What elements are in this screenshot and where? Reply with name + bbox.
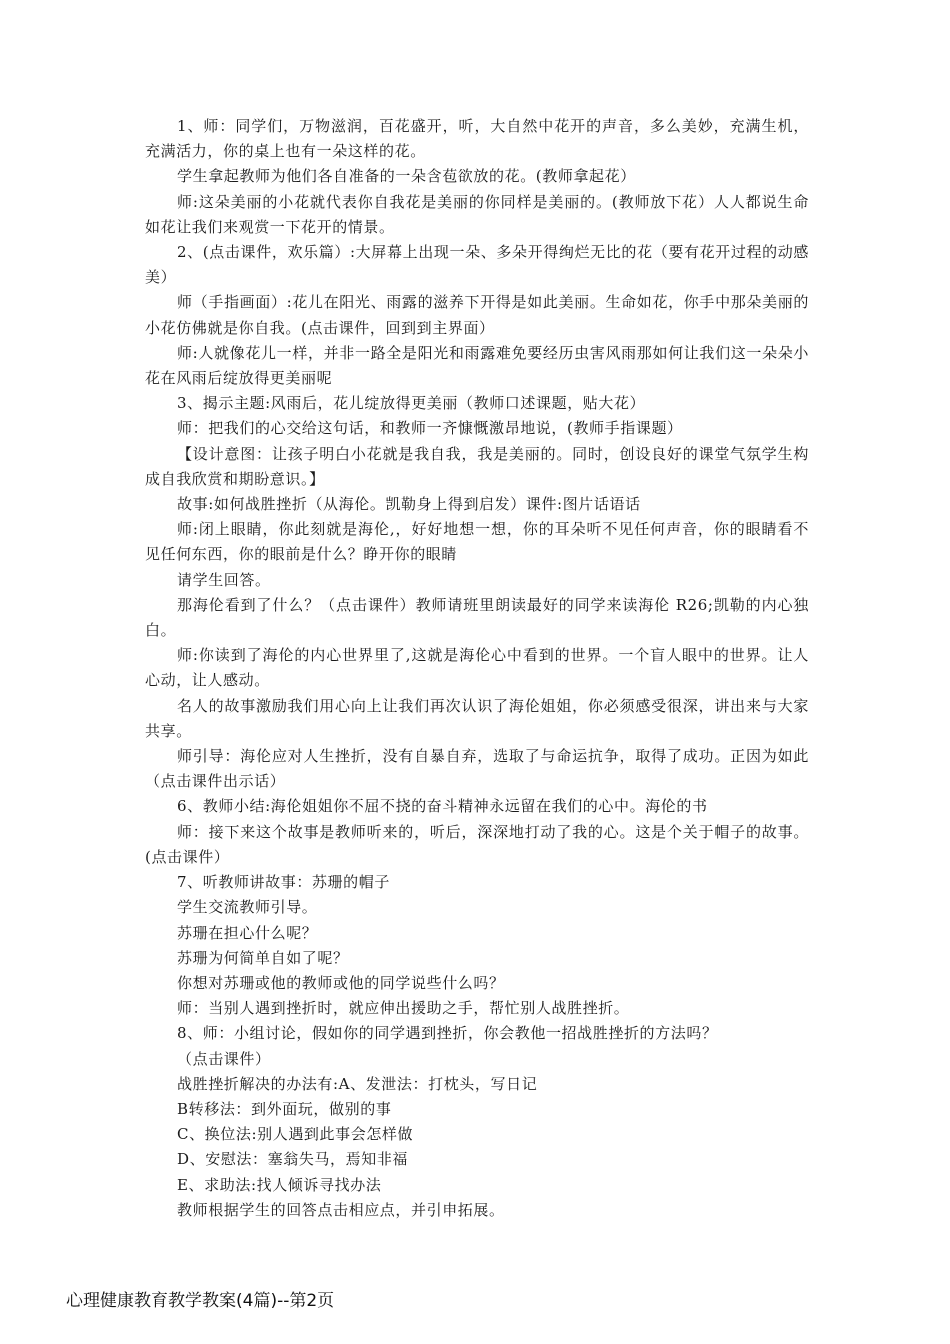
- paragraph: 8、师：小组讨论，假如你的同学遇到挫折，你会教他一招战胜挫折的方法吗？: [177, 1024, 718, 1043]
- paragraph: 师：当别人遇到挫折时，就应伸出援助之手，帮忙别人战胜挫折。: [177, 999, 630, 1018]
- paragraph: 师:你读到了海伦的内心世界里了,这就是海伦心中看到的世界。一个盲人眼中的世界。让人心动，让人感动。: [145, 646, 809, 690]
- paragraph: 6、教师小结:海伦姐姐你不屈不挠的奋斗精神永远留在我们的心中。海伦的书: [177, 797, 708, 816]
- paragraph: 1、师：同学们，万物滋润，百花盛开，听，大自然中花开的声音，多么美妙，充满生机，充满活力，你的桌上也有一朵这样的花。: [145, 117, 809, 161]
- paragraph: 7、听教师讲故事：苏珊的帽子: [177, 873, 390, 892]
- method-item: D、安慰法：塞翁失马，焉知非福: [177, 1150, 409, 1169]
- paragraph: 教师根据学生的回答点击相应点，并引申拓展。: [177, 1200, 505, 1219]
- method-item: E、求助法:找人倾诉寻找办法: [177, 1175, 382, 1194]
- document-body: [145, 114, 809, 1223]
- paragraph: （点击课件）: [177, 1049, 271, 1068]
- paragraph: 师：接下来这个故事是教师听来的，听后，深深地打动了我的心。这是个关于帽子的故事。(点击课件）: [145, 822, 809, 866]
- page-footer: 心理健康教育教学教案(4篇)--第2页: [66, 1291, 335, 1311]
- paragraph: 学生拿起教师为他们各自准备的一朵含苞欲放的花。(教师拿起花）: [177, 167, 636, 186]
- paragraph: 师:闭上眼睛，你此刻就是海伦,，好好地想一想，你的耳朵听不见任何声音，你的眼睛看不见任何东西，你的眼前是什么？睁开你的眼睛: [145, 520, 809, 564]
- paragraph: 名人的故事激励我们用心向上让我们再次认识了海伦姐姐，你必须感受很深，讲出来与大家共享。: [145, 696, 809, 740]
- design-intent-note: 【设计意图：让孩子明白小花就是我自我，我是美丽的。同时，创设良好的课堂气氛学生构成自我欣赏和期盼意识。】: [145, 444, 809, 488]
- method-item: C、换位法:别人遇到此事会怎样做: [177, 1125, 414, 1144]
- paragraph: 你想对苏珊或他的教师或他的同学说些什么吗？: [177, 973, 505, 992]
- paragraph: 苏珊在担心什么呢？: [177, 923, 318, 942]
- paragraph: 师:这朵美丽的小花就代表你自我花是美丽的你同样是美丽的。(教师放下花）人人都说生命如花让我们来观赏一下花开的情景。: [145, 192, 809, 236]
- method-item: B转移法：到外面玩，做别的事: [177, 1099, 392, 1118]
- paragraph: 那海伦看到了什么？（点击课件）教师请班里朗读最好的同学来读海伦 R26;凯勒的内心独白。: [145, 595, 809, 640]
- paragraph: 2、(点击课件，欢乐篇）:大屏幕上出现一朵、多朵开得绚烂无比的花（要有花开过程的动感美）: [145, 243, 809, 287]
- paragraph: 师（手指画面）:花儿在阳光、雨露的滋养下开得是如此美丽。生命如花，你手中那朵美丽的小花仿佛就是你自我。(点击课件，回到到主界面）: [145, 293, 809, 337]
- method-list-intro: 战胜挫折解决的办法有:A、发泄法：打枕头，写日记: [177, 1074, 538, 1093]
- paragraph: 请学生回答。: [177, 570, 271, 589]
- paragraph: 师：把我们的心交给这句话，和教师一齐慷慨激昂地说，(教师手指课题）: [177, 419, 683, 438]
- paragraph: 苏珊为何简单自如了呢？: [177, 948, 349, 967]
- paragraph: 师:人就像花儿一样，并非一路全是阳光和雨露难免要经历虫害风雨那如何让我们这一朵朵小花在风雨后绽放得更美丽呢: [145, 343, 809, 388]
- paragraph: 学生交流教师引导。: [177, 898, 318, 917]
- paragraph: 师引导：海伦应对人生挫折，没有自暴自弃，选取了与命运抗争，取得了成功。正因为如此（点击课件出示话）: [145, 747, 809, 791]
- paragraph: 故事:如何战胜挫折（从海伦。凯勒身上得到启发）课件:图片话语话: [177, 495, 641, 514]
- paragraph: 3、揭示主题:风雨后，花儿绽放得更美丽（教师口述课题，贴大花）: [177, 394, 646, 413]
